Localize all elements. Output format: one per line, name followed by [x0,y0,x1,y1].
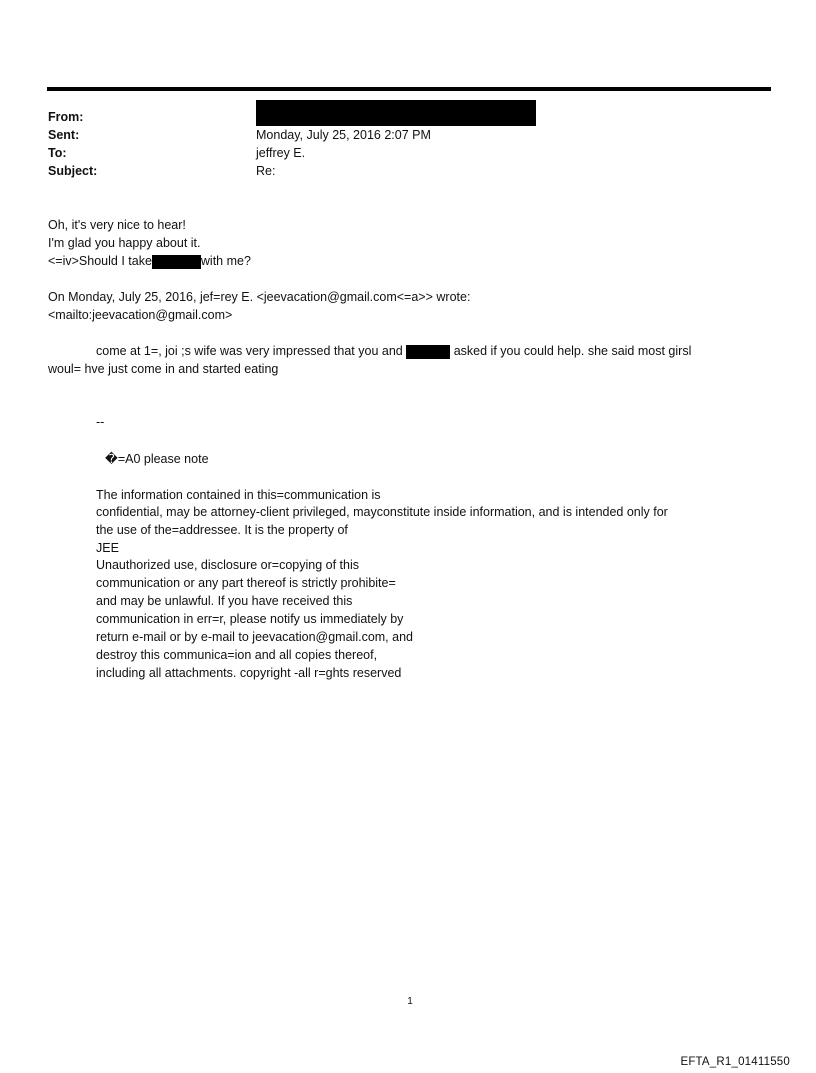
disclaimer-line: return e-mail or by e-mail to jeevacation@gmail.com, and [96,630,413,644]
disclaimer-line: communication or any part thereof is strictly prohibite= [96,576,396,590]
redaction-box [256,100,536,126]
redaction-box [152,255,201,269]
quoted-message-start: come at 1=, joi ;s wife was very impressed that you and [96,344,403,358]
signature-note: �=A0 please note [105,452,209,466]
body-line-2: I'm glad you happy about it. [48,236,201,250]
sent-value: Monday, July 25, 2016 2:07 PM [256,128,431,142]
quoted-message-line-2: woul= hve just come in and started eating [48,362,279,376]
disclaimer-line: communication in err=r, please notify us immediately by [96,612,404,626]
subject-label: Subject: [48,164,98,178]
redaction-box [406,345,450,359]
body-line-1: Oh, it's very nice to hear! [48,218,186,232]
quoted-message-line-1 [96,343,691,359]
disclaimer-line: the use of the=addressee. It is the property of [96,523,348,537]
disclaimer-line: destroy this communica=ion and all copies thereof, [96,648,378,662]
from-label: From: [48,110,84,124]
disclaimer-line: JEE [96,541,119,555]
quote-mailto-line: <mailto:jeevacation@gmail.com> [48,308,233,322]
header-divider [47,87,771,91]
to-label: To: [48,146,67,160]
subject-value: Re: [256,164,276,178]
body-line-3-end: with me? [200,254,251,268]
quoted-message-end: asked if you could help. she said most girsl [453,344,692,358]
disclaimer-line: confidential, may be attorney-client privileged, mayconstitute inside information, and is intended only for [96,505,668,519]
disclaimer-line: The information contained in this=communication is [96,488,381,502]
to-value: jeffrey E. [256,146,306,160]
disclaimer-line: and may be unlawful. If you have received this [96,594,353,608]
sent-label: Sent: [48,128,80,142]
body-line-3-start: <=iv>Should I take [48,254,152,268]
document-id: EFTA_R1_01411550 [680,1056,790,1068]
disclaimer-line: Unauthorized use, disclosure or=copying of this [96,558,359,572]
body-line-3 [48,253,251,269]
signature-dash: -- [96,415,105,429]
disclaimer-line: including all attachments. copyright -all r=ghts reserved [96,666,402,680]
page-number: 1 [407,996,413,1007]
quote-header-line: On Monday, July 25, 2016, jef=rey E. <jeevacation@gmail.com<=a>> wrote: [48,290,471,304]
